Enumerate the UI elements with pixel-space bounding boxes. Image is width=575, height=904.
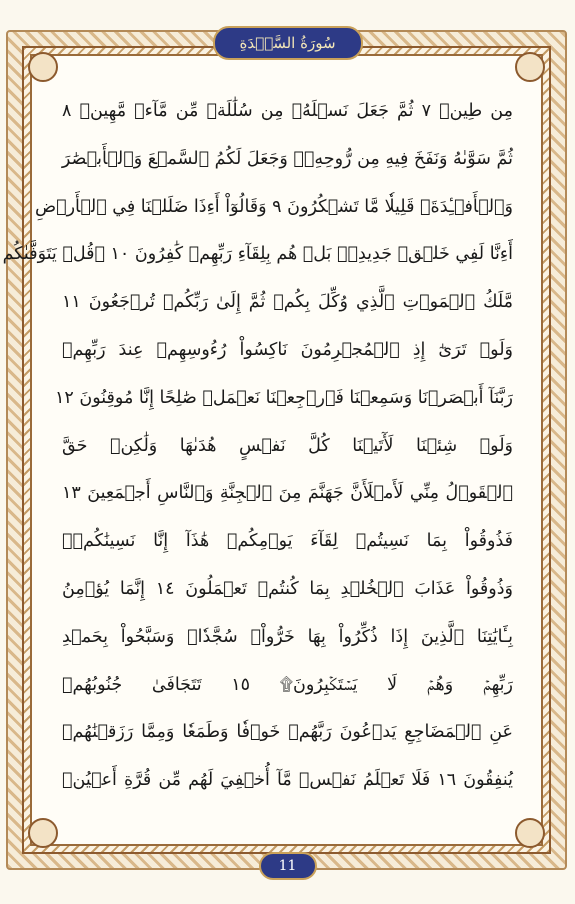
corner-ornament [28, 52, 58, 82]
corner-ornament [515, 818, 545, 848]
text-line: فَذُوقُواْ بِمَا نَسِيتُمۡ لِقَآءَ يَوۡمِكُمۡ هَٰذَآ إِنَّا نَسِينَٰكُمۡۖ [62, 531, 513, 552]
text-line: أَءِنَّا لَفِي خَلۡقٖ جَدِيدِۭۚ بَلۡ هُم بِلِقَآءِ رَبِّهِمۡ كَٰفِرُونَ ١٠ ۞قُلۡ يَتَوَفَّىٰكُم [2, 244, 513, 265]
text-line: وَلَوۡ تَرَىٰٓ إِذِ ٱلۡمُجۡرِمُونَ نَاكِسُواْ رُءُوسِهِمۡ عِندَ رَبِّهِمۡ [62, 339, 513, 360]
text-line: يُنفِقُونَ ١٦ فَلَا تَعۡلَمُ نَفۡسٞ مَّآ أُخۡفِيَ لَهُم مِّن قُرَّةِ أَعۡيُنٖ [62, 770, 513, 791]
page-number: 11 [259, 852, 317, 880]
text-line: ثُمَّ سَوَّىٰهُ وَنَفَخَ فِيهِ مِن رُّوحِهِۦۖ وَجَعَلَ لَكُمُ ٱلسَّمۡعَ وَٱلۡأَبۡصَٰرَ [61, 148, 513, 169]
text-line: بِـَٔايَٰتِنَا ٱلَّذِينَ إِذَا ذُكِّرُواْ بِهَا خَرُّواْۤ سُجَّدٗاۤ وَسَبَّحُواْ بِحَمۡدِ [62, 626, 513, 647]
text-line: ٱلۡقَوۡلُ مِنِّي لَأَمۡلَأَنَّ جَهَنَّمَ مِنَ ٱلۡجِنَّةِ وَٱلنَّاسِ أَجۡمَعِينَ ١٣ [62, 483, 513, 504]
text-line: وَذُوقُواْ عَذَابَ ٱلۡخُلۡدِ بِمَا كُنتُمۡ تَعۡمَلُونَ ١٤ إِنَّمَا يُؤۡمِنُ [62, 578, 513, 599]
corner-ornament [28, 818, 58, 848]
text-line: وَٱلۡأَفۡـِٔدَةَۚ قَلِيلٗا مَّا تَشۡكُرُونَ ٩ وَقَالُوٓاْ أَءِذَا ضَلَلۡنَا فِي ٱلۡأَرۡضِ [34, 196, 513, 217]
text-line: مِن طِينٖ ٧ ثُمَّ جَعَلَ نَسۡلَهُۥ مِن سُلَٰلَةٖ مِّن مَّآءٖ مَّهِينٖ ٨ [62, 101, 514, 121]
text-line: عَنِ ٱلۡمَضَاجِعِ يَدۡعُونَ رَبَّهُمۡ خَوۡفٗا وَطَمَعٗا وَمِمَّا رَزَقۡنَٰهُمۡ [62, 722, 513, 743]
corner-ornament [515, 52, 545, 82]
text-line: رَبِّهِمۡ وَهُمۡ لَا يَسۡتَكۡبِرُونَ۩ ١٥ تَتَجَافَىٰ جُنُوبُهُمۡ [62, 674, 513, 695]
surah-title-banner: سُورَةُ السَّجۡدَةِ [213, 26, 363, 60]
text-line: مَّلَكُ ٱلۡمَوۡتِ ٱلَّذِي وُكِّلَ بِكُمۡ ثُمَّ إِلَىٰ رَبِّكُمۡ تُرۡجَعُونَ ١١ [62, 292, 513, 313]
text-line: رَبَّنَآ أَبۡصَرۡنَا وَسَمِعۡنَا فَٱرۡجِعۡنَا نَعۡمَلۡ صَٰلِحًا إِنَّا مُوقِنُونَ ١٢ [55, 387, 513, 408]
text-line: وَلَوۡ شِئۡنَا لَأٓتَيۡنَا كُلَّ نَفۡسٍ هُدَىٰهَا وَلَٰكِنۡ حَقَّ [62, 435, 513, 456]
quran-text [2, 88, 514, 806]
